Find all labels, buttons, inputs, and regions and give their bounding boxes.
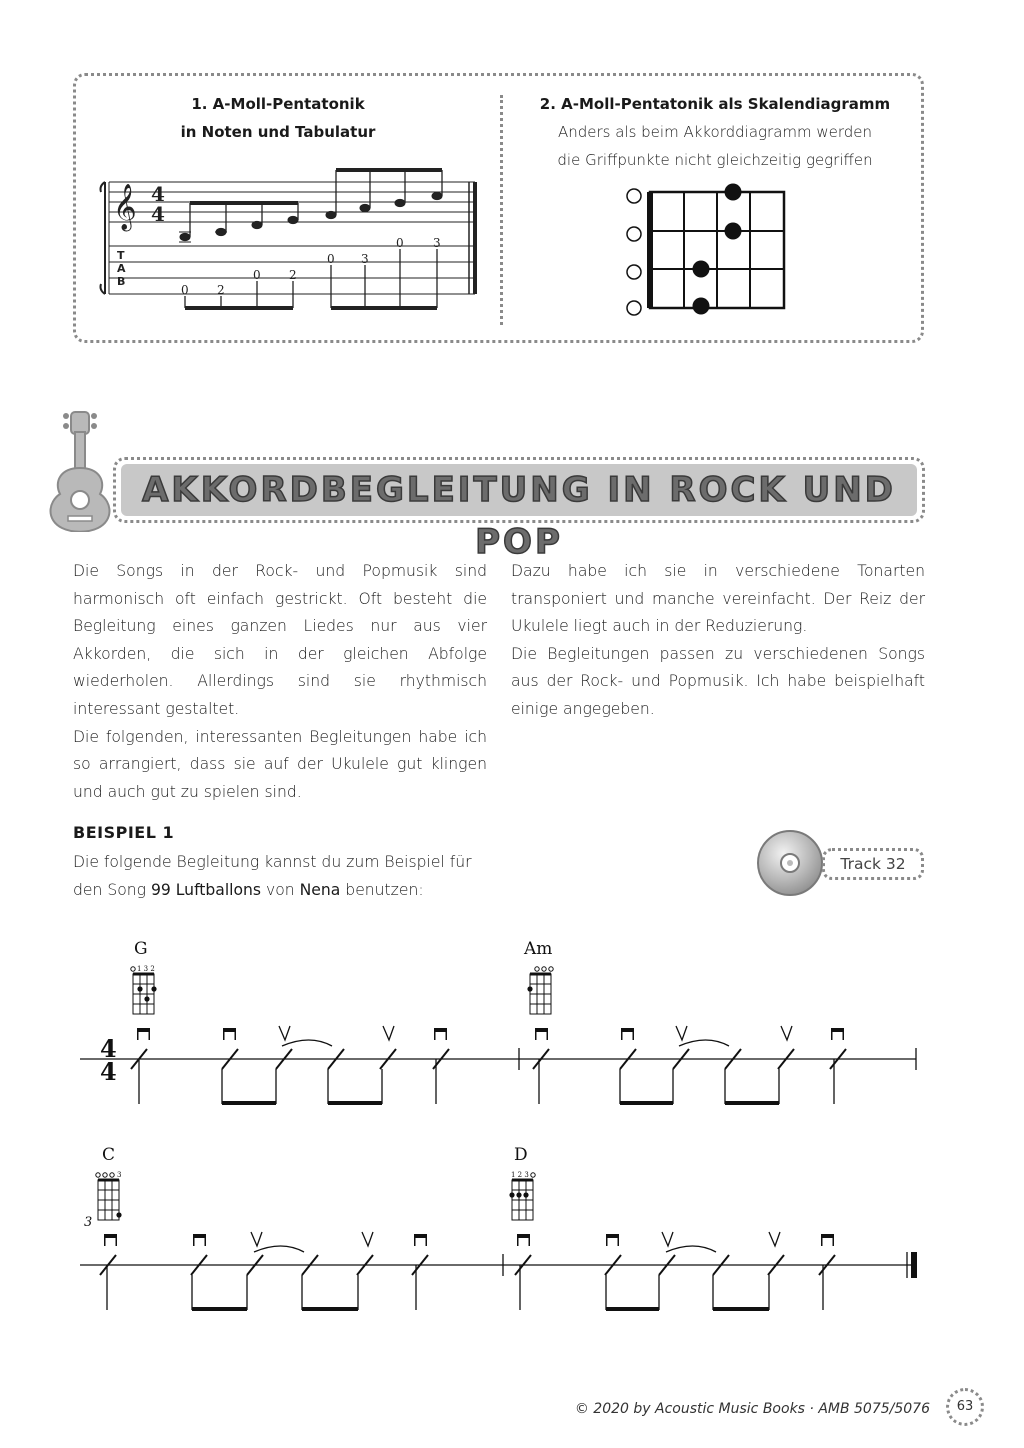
tab-label-t: T [117,249,125,262]
tab-label-a: A [117,262,126,275]
example-line-2-post: benutzen: [340,880,424,899]
body-right-column [511,558,925,724]
score-time-top: 4 [100,1034,117,1063]
chord-c-diagram [96,1171,122,1220]
time-sig-bottom: 4 [151,202,165,226]
treble-clef-icon: 𝄞 [113,184,137,230]
note-3 [252,221,262,228]
tab-fret-6: 3 [361,252,369,266]
tab-fret-1: 0 [181,283,189,297]
chord-d-diagram [512,1173,535,1220]
example-line-1: Die folgende Begleitung kannst du zum Beispiel für [73,853,472,871]
downbow-marks-line2 [104,1234,834,1246]
scale-dot-2 [725,223,742,240]
scale-dot-4 [693,298,710,315]
left-title-line1: 1. A-Moll-Pentatonik [191,95,365,113]
left-title-line2: in Noten und Tabulatur [180,123,376,141]
tab-fret-2: 2 [217,283,225,297]
chord-g-diagram [131,967,154,1014]
artist-name: Nena [299,880,341,899]
ukulele-icon [44,408,116,532]
chord-am-name: Am [524,939,553,959]
cd-icon [756,828,826,898]
track-label: Track 32 [822,848,924,880]
tab-label-b: B [117,275,126,288]
chord-g-name: G [134,939,148,959]
score-time-bottom: 4 [100,1057,117,1086]
open-string-2 [627,227,641,241]
chord-d-fingering: 1 2 3 [511,1171,529,1179]
tab-fret-3: 0 [253,268,261,282]
example-line-2-pre: den Song [73,880,151,899]
body-left-para-1: Die Songs in der Rock- und Popmusik sind harmonisch oft einfach gestrickt. Oft besteht die Begleitung eines ganzen Liedes nur aus vier Akkorden, die sich in der gleichen Abfolge wiederholen. Allerdings sind sie rhythmisch interessant gestaltet. [73,562,487,718]
chord-am-diagram [530,967,553,1014]
rhythm-line-1 [80,1026,916,1104]
open-string-4 [627,301,641,315]
body-right-para-1: Dazu habe ich sie in verschiedene Tonarten transponiert und manche vereinfacht. Der Reiz der Ukulele liegt auch in der Reduzierung. [511,562,925,636]
tab-fret-7: 0 [396,236,404,250]
chord-d-name: D [514,1145,528,1165]
note-4 [288,216,298,223]
body-left-para-2: Die folgenden, interessanten Begleitungen habe ich so arrangiert, dass sie auf der Ukulele gut klingen und auch gut zu spielen sind. [73,727,487,801]
chord-c-fingering: 3 [117,1171,122,1179]
scale-diagram [620,182,795,322]
body-left-column [73,558,487,806]
box-divider [500,95,503,325]
tab-fret-5: 0 [327,252,335,266]
note-5 [326,211,336,218]
note-6 [360,204,370,211]
tab-fret-8: 3 [433,236,441,250]
example-line-2-mid: von [261,880,300,899]
left-box-title [130,90,426,146]
section-title: AKKORDBEGLEITUNG IN ROCK UND POP [142,470,896,562]
example-heading: BEISPIEL 1 [73,823,175,842]
scale-dot-1 [725,184,742,201]
copyright-footer: © 2020 by Acoustic Music Books · AMB 5075/5076 [574,1401,930,1417]
open-string-3 [627,265,641,279]
song-title: 99 Luftballons [150,880,262,899]
time-sig-top: 4 [151,182,165,206]
downbow-marks-line1 [137,1028,844,1040]
right-sub-line1: Anders als beim Akkorddiagramm werden [557,123,873,141]
note-7 [395,199,405,206]
chord-g-fingering: 1 3 2 [137,965,155,973]
body-right-para-2: Die Begleitungen passen zu verschiedenen Songs aus der Rock- und Popmusik. Ich habe beispielhaft einige angegeben. [511,644,925,718]
right-title: 2. A-Moll-Pentatonik als Skalendiagramm [539,95,891,113]
tab-fret-4: 2 [289,268,297,282]
rhythm-score [0,930,1024,1350]
right-box-title [510,90,920,174]
chord-c-name: C [102,1145,116,1165]
example-line-2 [73,877,513,905]
open-string-1 [627,189,641,203]
measure-number: 3 [84,1215,93,1230]
scale-dot-3 [693,261,710,278]
right-sub-line2: die Griffpunkte nicht gleichzeitig gegriffen [557,151,873,169]
note-8 [432,192,442,199]
page-number: 63 [946,1388,984,1426]
pentatonic-notation [95,168,485,328]
example-description [73,849,513,904]
